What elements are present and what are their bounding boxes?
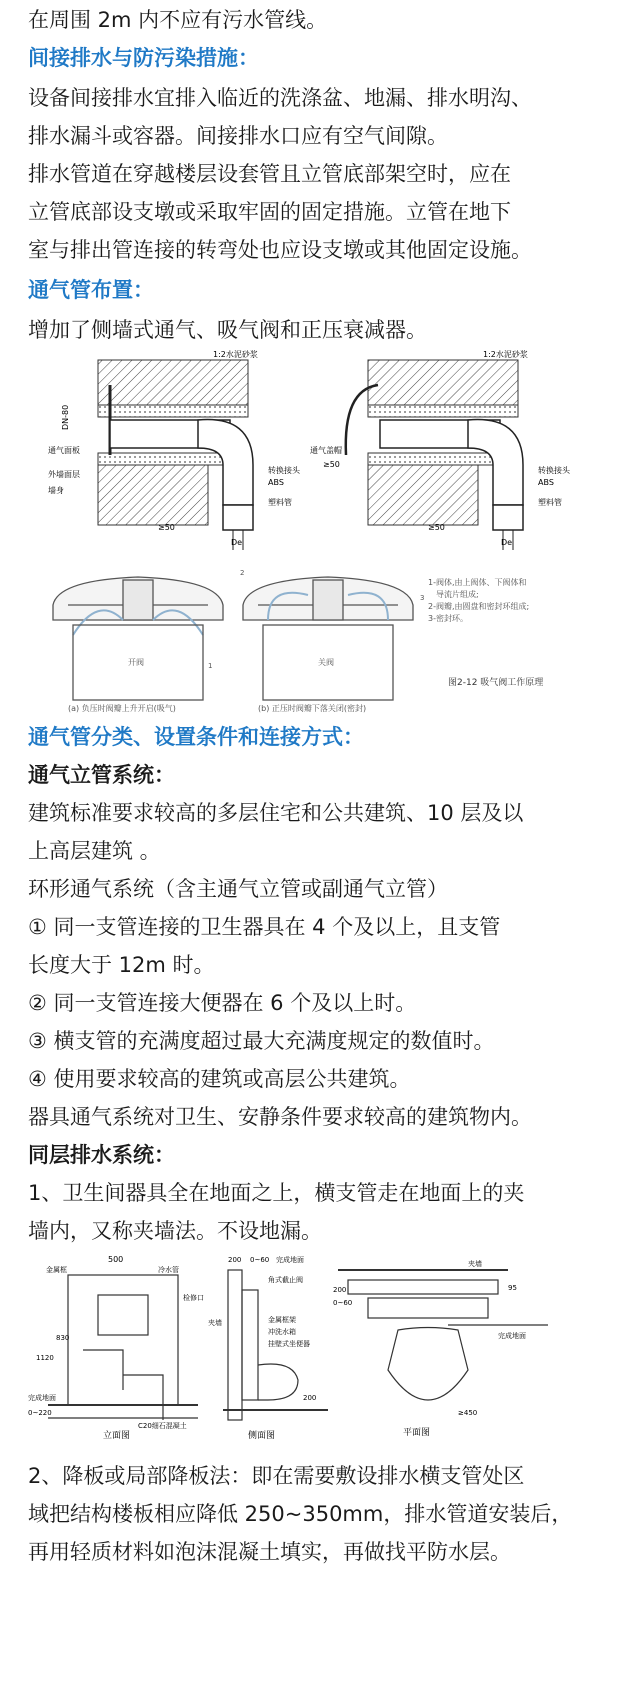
condition-1-line-1: ① 同一支管连接的卫生器具在 4 个及以上，且支管 <box>28 915 501 939</box>
label-side-200-bottom: 200 <box>303 1394 317 1402</box>
paragraph-indirect-2: 排水漏斗或容器。间接排水口应有空气间隙。 <box>28 124 448 148</box>
valve-open <box>53 577 223 700</box>
vent-diagram-right <box>310 349 571 550</box>
label-dn80: DN-80 <box>61 404 70 430</box>
label-plan-view: 平面图 <box>403 1428 431 1438</box>
label-abs-right: ABS <box>538 478 554 487</box>
label-cavity: 夹墙 <box>208 1319 222 1327</box>
label-ge50-top: ≥50 <box>323 460 340 469</box>
label-abs: ABS <box>268 478 284 487</box>
paragraph-stack-2: 上高层建筑 。 <box>28 839 161 863</box>
label-num-1: 1 <box>208 662 213 670</box>
label-mortar-right: 1:2水泥砂浆 <box>483 350 528 359</box>
condition-3: ③ 横支管的充满度超过最大充满度规定的数值时。 <box>28 1029 495 1053</box>
label-vent-cap: 通气盖帽 <box>310 446 342 455</box>
label-vent-panel: 通气面板 <box>48 446 80 455</box>
heading-same-floor-drainage: 同层排水系统： <box>28 1143 175 1167</box>
paragraph-fixture-vent: 器具通气系统对卫生、安静条件要求较高的建筑物内。 <box>28 1105 532 1129</box>
paragraph-stack-1: 建筑标准要求较高的多层住宅和公共建筑、10 层及以 <box>28 801 524 825</box>
label-plan-finish: 完成地面 <box>498 1332 526 1340</box>
label-de: De <box>231 538 243 547</box>
front-view <box>48 1275 198 1420</box>
label-num-3: 3 <box>420 594 425 602</box>
label-adapter: 转换接头 <box>268 466 300 475</box>
label-front-view: 立面图 <box>103 1431 131 1440</box>
label-mortar: 1:2水泥砂浆 <box>213 350 258 359</box>
air-admittance-valve-diagram <box>28 565 588 715</box>
label-concrete: C20细石混凝土 <box>138 1422 187 1430</box>
condition-1-line-2: 长度大于 12m 时。 <box>28 953 215 977</box>
label-wall-body: 墙身 <box>48 486 64 495</box>
label-flush-tank: 冲洗水箱 <box>268 1328 296 1336</box>
label-wall-toilet: 挂壁式坐便器 <box>268 1340 310 1348</box>
heading-vent-layout: 通气管布置： <box>28 278 154 302</box>
label-de-right: De <box>501 538 513 547</box>
label-angle-valve: 角式截止阀 <box>268 1276 303 1284</box>
label-side-0-60: 0~60 <box>250 1256 270 1264</box>
paragraph-indirect-1: 设备间接排水宜排入临近的洗涤盆、地漏、排水明沟、 <box>28 86 532 110</box>
paragraph-drop-slab-3: 再用轻质材料如泡沫混凝土填实，再做找平防水层。 <box>28 1540 511 1564</box>
label-plan-200: 200 <box>333 1286 347 1294</box>
caption-closed: (b) 正压时阀瓣下落关闭(密封) <box>258 704 367 713</box>
label-finish-floor: 完成地面 <box>28 1394 56 1402</box>
legend-line-3: 2-阀瓣,由圆盘和密封环组成; <box>428 602 530 611</box>
label-plastic-pipe: 塑料管 <box>268 498 292 507</box>
paragraph-drop-slab-1: 2、降板或局部降板法：即在需要敷设排水横支管处区 <box>28 1464 525 1488</box>
paragraph-indirect-3: 排水管道在穿越楼层设套管且立管底部架空时，应在 <box>28 162 511 186</box>
label-open: 开阀 <box>128 658 144 667</box>
paragraph-loop-vent: 环形通气系统（含主通气立管或副通气立管） <box>28 877 448 901</box>
heading-indirect-drainage: 间接排水与防污染措施： <box>28 46 259 70</box>
paragraph-drop-slab-2: 域把结构楼板相应降低 250~350mm，排水管道安装后， <box>28 1502 573 1526</box>
legend-line-1: 1-阀体,由上阀体、下阀体和 <box>428 578 527 587</box>
label-plan-0-60: 0~60 <box>333 1299 353 1307</box>
label-num-2: 2 <box>240 569 245 577</box>
paragraph-same-floor-2: 墙内，又称夹墙法。不设地漏。 <box>28 1219 322 1243</box>
label-500: 500 <box>108 1255 124 1264</box>
label-side-200: 200 <box>228 1256 242 1264</box>
heading-vent-types: 通气管分类、设置条件和连接方式： <box>28 725 364 749</box>
label-close: 关阀 <box>318 658 334 667</box>
caption-open: (a) 负压时阀瓣上升开启(吸气) <box>68 704 176 713</box>
condition-2: ② 同一支管连接大便器在 6 个及以上时。 <box>28 991 417 1015</box>
figure-title: 图2-12 吸气阀工作原理 <box>448 678 544 688</box>
label-ge50-bottom: ≥50 <box>428 523 445 532</box>
side-wall-vent-diagram <box>28 345 588 560</box>
paragraph-vent-layout: 增加了侧墙式通气、吸气阀和正压衰减器。 <box>28 318 427 342</box>
label-side-finish: 完成地面 <box>276 1256 304 1264</box>
paragraph-same-floor-1: 1、卫生间器具全在地面之上，横支管走在地面上的夹 <box>28 1181 525 1205</box>
legend-line-4: 3-密封环。 <box>428 614 468 623</box>
label-plan-95: 95 <box>508 1284 517 1292</box>
label-1120: 1120 <box>36 1354 54 1362</box>
paragraph-indirect-5: 室与排出管连接的转弯处也应设支墩或其他固定设施。 <box>28 238 532 262</box>
label-plan-450: ≥450 <box>458 1409 478 1417</box>
label-access: 检修口 <box>183 1294 204 1302</box>
label-cold-pipe: 冷水管 <box>158 1266 179 1274</box>
label-ge50: ≥50 <box>158 523 175 532</box>
label-adapter-right: 转换接头 <box>538 466 570 475</box>
label-0-220: 0~220 <box>28 1409 52 1417</box>
label-metal-frame: 金属框 <box>46 1266 67 1274</box>
vent-diagram-left <box>48 349 301 550</box>
heading-vent-stack: 通气立管系统： <box>28 763 175 787</box>
label-830: 830 <box>56 1334 70 1342</box>
label-plan-cavity: 夹墙 <box>468 1260 482 1268</box>
valve-closed <box>243 577 413 700</box>
legend-line-2: 导流片组成; <box>436 590 479 599</box>
paragraph-indirect-4: 立管底部设支墩或采取牢固的固定措施。立管在地下 <box>28 200 511 224</box>
paragraph-pipe-distance: 在周围 2m 内不应有污水管线。 <box>28 8 328 32</box>
label-wall-facing: 外墙面层 <box>48 470 80 479</box>
label-plastic-pipe-right: 塑料管 <box>538 498 562 507</box>
label-side-view: 侧面图 <box>248 1431 276 1440</box>
label-metal-frame-side: 金属框架 <box>268 1316 296 1324</box>
wall-cavity-drainage-diagram <box>28 1250 588 1440</box>
condition-4: ④ 使用要求较高的建筑或高层公共建筑。 <box>28 1067 411 1091</box>
